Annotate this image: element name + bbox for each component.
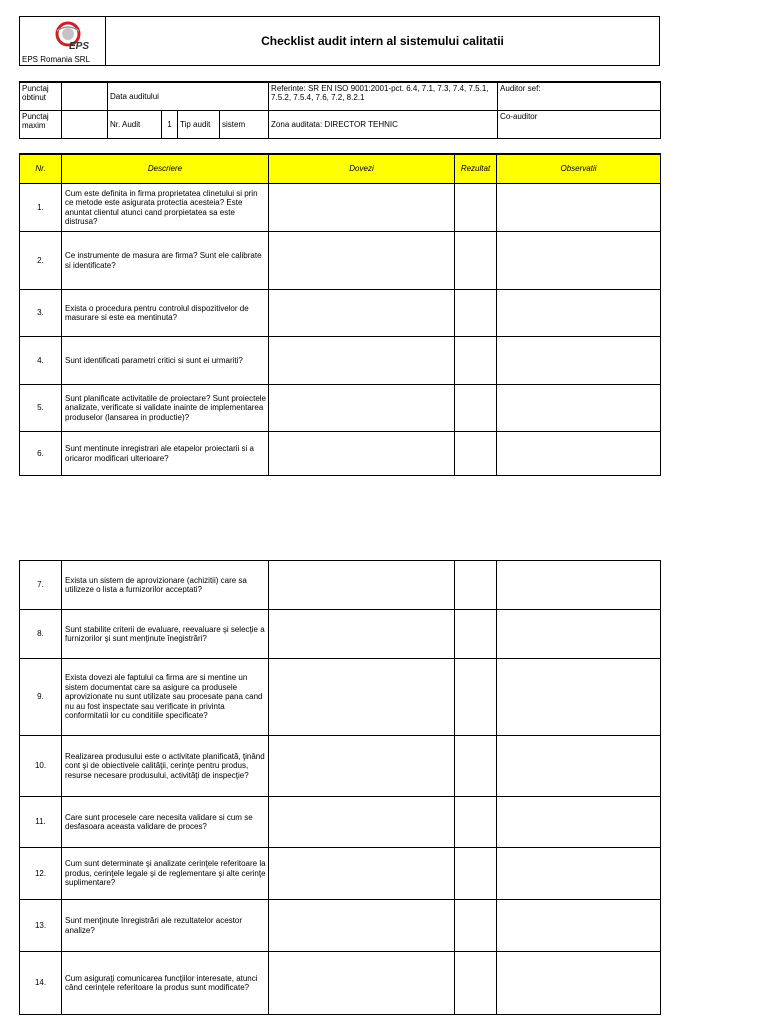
page-title: Checklist audit intern al sistemului calitatii: [106, 17, 660, 66]
punctaj-obtinut-value[interactable]: [62, 82, 108, 110]
row-description: Cum sunt determinate şi analizate cerinţele referitoare la produs, cerinţele legale şi de reglementare şi alte cerinţe suplimentare?: [62, 848, 269, 900]
row-number: 1.: [20, 184, 62, 232]
row-description: Sunt identificati parametri critici si sunt ei urmariti?: [62, 337, 269, 385]
punctaj-maxim-value[interactable]: [62, 110, 108, 138]
co-auditor-label: Co-auditor: [498, 110, 661, 138]
col-dovezi: Dovezi: [269, 154, 455, 184]
row-number: 7.: [20, 561, 62, 610]
rezultat-cell[interactable]: [455, 432, 497, 476]
row-description: Care sunt procesele care necesita validare si cum se desfasoara aceasta validare de proces?: [62, 797, 269, 848]
rezultat-cell[interactable]: [455, 385, 497, 432]
dovezi-cell[interactable]: [269, 659, 455, 736]
dovezi-cell[interactable]: [269, 610, 455, 659]
observatii-cell[interactable]: [497, 290, 661, 337]
logo-text: EPS: [69, 41, 90, 52]
rezultat-cell[interactable]: [455, 736, 497, 797]
table-row: [20, 952, 661, 1015]
punctaj-obtinut-label: Punctaj obtinut: [20, 82, 62, 110]
observatii-cell[interactable]: [497, 184, 661, 232]
rezultat-cell[interactable]: [455, 900, 497, 952]
data-auditului-label: Data auditului: [108, 82, 269, 110]
observatii-cell[interactable]: [497, 561, 661, 610]
table-row: [20, 848, 661, 900]
table-row: [20, 736, 661, 797]
observatii-cell[interactable]: [497, 232, 661, 290]
col-observatii: Observatii: [497, 154, 661, 184]
rezultat-cell[interactable]: [455, 848, 497, 900]
audit-info-table: [19, 81, 661, 139]
checklist-table-2: [19, 560, 661, 1015]
dovezi-cell[interactable]: [269, 797, 455, 848]
col-rezultat: Rezultat: [455, 154, 497, 184]
table-row: [20, 337, 661, 385]
row-description: Realizarea produsului este o activitate planificată, ţinând cont şi de obiectivele calităţii, cerinţe pentru produs, resurse necesare produsului, activităţi de inspecţie?: [62, 736, 269, 797]
observatii-cell[interactable]: [497, 337, 661, 385]
dovezi-cell[interactable]: [269, 736, 455, 797]
rezultat-cell[interactable]: [455, 184, 497, 232]
row-number: 8.: [20, 610, 62, 659]
auditor-sef-label: Auditor sef:: [498, 82, 661, 110]
dovezi-cell[interactable]: [269, 290, 455, 337]
dovezi-cell[interactable]: [269, 385, 455, 432]
table-row: [20, 900, 661, 952]
row-description: Cum asiguraţi comunicarea funcţiilor interesate, atunci când cerinţele referitoare la produs sunt modificate?: [62, 952, 269, 1015]
row-description: Exista dovezi ale faptului ca firma are si mentine un sistem documentat care sa asigure ca produsele aprovizionate nu sunt utilizate sau procesate pana cand nu au fost inspectate sau verificate in privinta conformitatii lor cu conditiile specificate?: [62, 659, 269, 736]
logo-cell: [20, 17, 106, 66]
dovezi-cell[interactable]: [269, 232, 455, 290]
observatii-cell[interactable]: [497, 848, 661, 900]
row-description: Sunt planificate activitatile de proiectare? Sunt proiectele analizate, verificate si validate inainte de implementarea produselor (lansarea in productie)?: [62, 385, 269, 432]
table-row: [20, 290, 661, 337]
observatii-cell[interactable]: [497, 952, 661, 1015]
row-number: 12.: [20, 848, 62, 900]
table-row: [20, 561, 661, 610]
observatii-cell[interactable]: [497, 610, 661, 659]
dovezi-cell[interactable]: [269, 848, 455, 900]
observatii-cell[interactable]: [497, 385, 661, 432]
rezultat-cell[interactable]: [455, 337, 497, 385]
row-number: 3.: [20, 290, 62, 337]
row-number: 5.: [20, 385, 62, 432]
row-description: Cum este definita in firma proprietatea clinetului si prin ce metode este asigurata protectia acesteia? Este anuntat clientul atunci cand prorpietatea sa este distrusa?: [62, 184, 269, 232]
row-description: Sunt menţinute înregistrări ale rezultatelor acestor analize?: [62, 900, 269, 952]
observatii-cell[interactable]: [497, 797, 661, 848]
rezultat-cell[interactable]: [455, 610, 497, 659]
col-nr: Nr.: [20, 154, 62, 184]
dovezi-cell[interactable]: [269, 337, 455, 385]
row-description: Exista o procedura pentru controlul dispozitivelor de masurare si este ea mentinuta?: [62, 290, 269, 337]
table-row: [20, 385, 661, 432]
eps-logo-icon: [48, 19, 94, 53]
table-row: [20, 184, 661, 232]
row-number: 9.: [20, 659, 62, 736]
row-description: Sunt mentinute inregistrari ale etapelor proiectarii si a oricaror modificari ulterioare?: [62, 432, 269, 476]
table-row: [20, 232, 661, 290]
rezultat-cell[interactable]: [455, 952, 497, 1015]
row-description: Ce instrumente de masura are firma? Sunt ele calibrate si identificate?: [62, 232, 269, 290]
row-description: Sunt stabilite criterii de evaluare, reevaluare şi selecţie a furnizorilor şi sunt menţinute înegistrări?: [62, 610, 269, 659]
row-description: Exista un sistem de aprovizionare (achizitii) care sa utilizeze o lista a furnizorilor acceptati?: [62, 561, 269, 610]
row-number: 6.: [20, 432, 62, 476]
nr-audit-label: Nr. Audit: [108, 110, 162, 138]
dovezi-cell[interactable]: [269, 432, 455, 476]
zona-auditata-text: Zona auditata: DIRECTOR TEHNIC: [269, 110, 498, 138]
punctaj-maxim-label: Punctaj maxim: [20, 110, 62, 138]
row-number: 11.: [20, 797, 62, 848]
checklist-table-1: [19, 153, 661, 476]
rezultat-cell[interactable]: [455, 561, 497, 610]
rezultat-cell[interactable]: [455, 290, 497, 337]
table-row: [20, 432, 661, 476]
nr-audit-value: 1: [162, 110, 178, 138]
observatii-cell[interactable]: [497, 432, 661, 476]
table-row: [20, 797, 661, 848]
tip-audit-value: sistem: [220, 110, 269, 138]
observatii-cell[interactable]: [497, 659, 661, 736]
table-header-row: [20, 154, 661, 184]
company-name: EPS Romania SRL: [22, 55, 91, 64]
dovezi-cell[interactable]: [269, 561, 455, 610]
row-number: 4.: [20, 337, 62, 385]
table-row: [20, 659, 661, 736]
tip-audit-label: Tip audit: [178, 110, 220, 138]
referinte-text: Referinte: SR EN ISO 9001:2001-pct. 6.4, 7.1, 7.3, 7.4, 7.5.1, 7.5.2, 7.5.4, 7.6, 7.2, 8.2.1: [269, 82, 498, 110]
row-number: 13.: [20, 900, 62, 952]
table-row: [20, 610, 661, 659]
observatii-cell[interactable]: [497, 736, 661, 797]
rezultat-cell[interactable]: [455, 659, 497, 736]
row-number: 10.: [20, 736, 62, 797]
dovezi-cell[interactable]: [269, 184, 455, 232]
rezultat-cell[interactable]: [455, 797, 497, 848]
row-number: 2.: [20, 232, 62, 290]
document-header: [19, 16, 660, 66]
col-descriere: Descriere: [62, 154, 269, 184]
row-number: 14.: [20, 952, 62, 1015]
observatii-cell[interactable]: [497, 900, 661, 952]
dovezi-cell[interactable]: [269, 952, 455, 1015]
dovezi-cell[interactable]: [269, 900, 455, 952]
rezultat-cell[interactable]: [455, 232, 497, 290]
